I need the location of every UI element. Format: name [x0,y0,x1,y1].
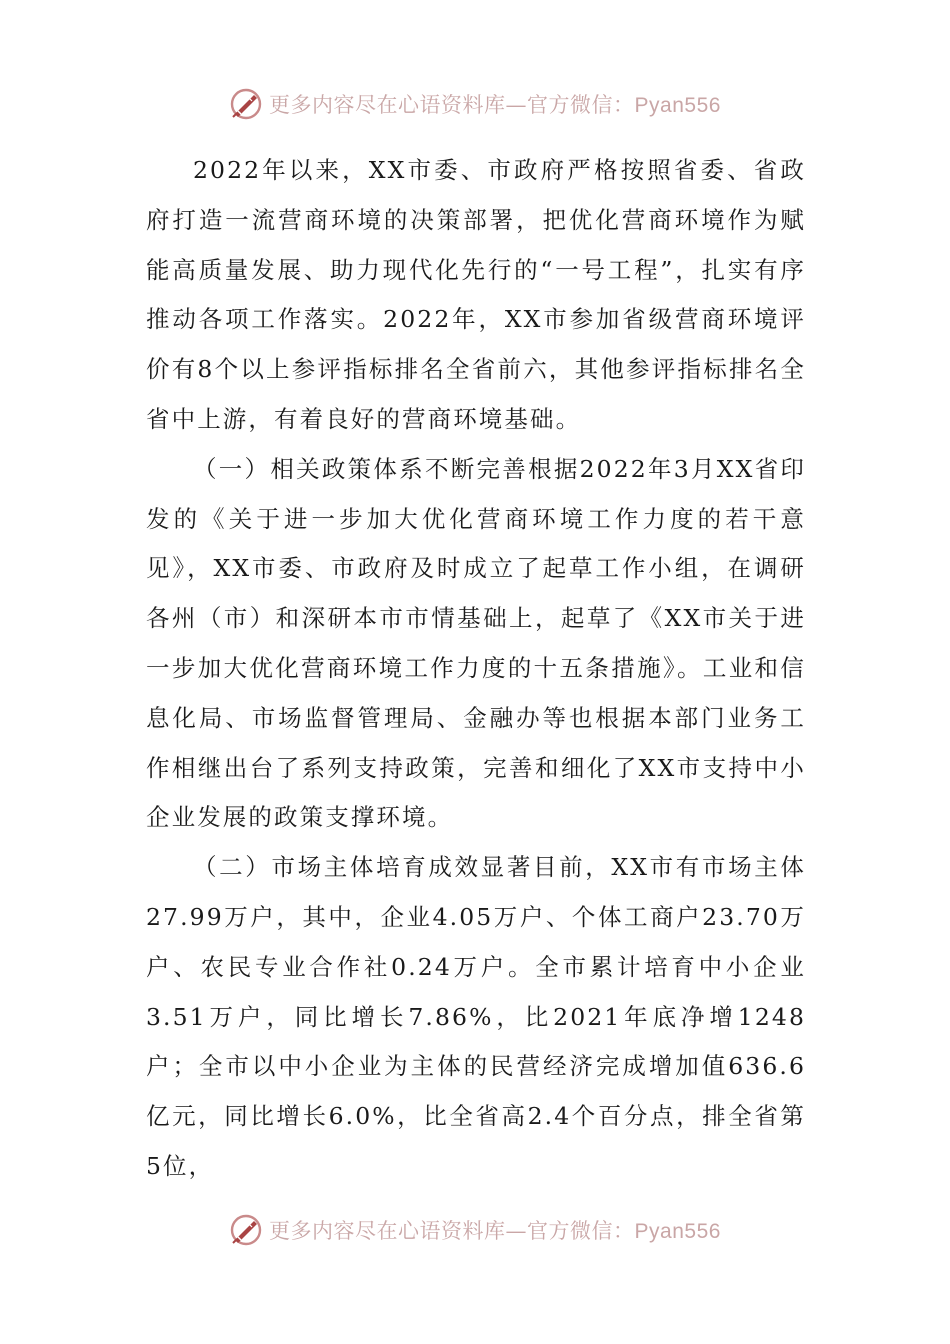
watermark-main-text: 更多内容尽在心语资料库 [269,93,506,117]
watermark-official-label: 官方微信： [527,93,635,117]
watermark-wechat-id: Pyan556 [634,1220,721,1243]
document-body [146,146,806,1192]
watermark-dash: — [505,93,528,117]
watermark-official-label: 官方微信： [527,1219,635,1243]
paragraph-intro: 2022年以来，XX市委、市政府严格按照省委、省政府打造一流营商环境的决策部署，把优化营商环境作为赋能高质量发展、助力现代化先行的“一号工程”，扎实有序推动各项工作落实。2022年，XX市参加省级营商环境评价有8个以上参评指标排名全省前六，其他参评指标排名全省中上游，有着良好的营商环境基础。 [146,156,806,433]
paragraph-market-entities: （二）市场主体培育成效显著目前，XX市有市场主体27.99万户，其中，企业4.05万户、个体工商户23.70万户、农民专业合作社0.24万户。全市累计培育中小企业3.51万户，同比增长7.86%，比2021年底净增1248户；全市以中小企业为主体的民营经济完成增加值636.6亿元，同比增长6.0%，比全省高2.4个百分点，排全省第5位， [146,853,806,1180]
pen-circle-icon [229,1213,263,1247]
watermark-dash: — [505,1219,528,1243]
pen-circle-icon [229,87,263,121]
watermark-wechat-id: Pyan556 [634,94,721,117]
paragraph-policy-system: （一）相关政策体系不断完善根据2022年3月XX省印发的《关于进一步加大优化营商环境工作力度的若干意见》，XX市委、市政府及时成立了起草工作小组，在调研各州（市）和深研本市市情基础上，起草了《XX市关于进一步加大优化营商环境工作力度的十五条措施》。工业和信息化局、市场监督管理局、金融办等也根据本部门业务工作相继出台了系列支持政策，完善和细化了XX市支持中小企业发展的政策支撑环境。 [146,454,806,832]
watermark-header [0,84,950,124]
watermark-main-text: 更多内容尽在心语资料库 [269,1219,506,1243]
watermark-footer [0,1210,950,1250]
